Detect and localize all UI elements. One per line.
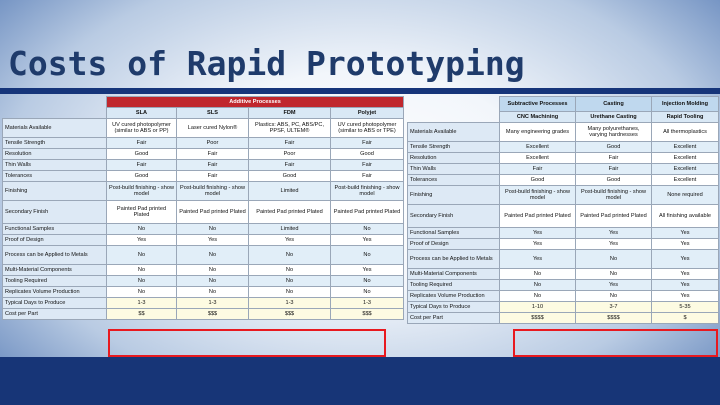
row-label: Typical Days to Produce bbox=[408, 302, 500, 313]
table-cell: Painted Pad printed Plated bbox=[500, 205, 576, 228]
table-cell: $$$ bbox=[249, 309, 331, 320]
table-cell: Painted Pad printed Plated bbox=[249, 201, 331, 224]
table-cell: Limited bbox=[249, 182, 331, 201]
table-cell: Excellent bbox=[500, 142, 576, 153]
table-row bbox=[408, 164, 719, 175]
row-label: Materials Available bbox=[3, 119, 107, 138]
corner-cell bbox=[408, 97, 500, 112]
table-cell: Good bbox=[576, 142, 652, 153]
table-row bbox=[408, 239, 719, 250]
right-table-body bbox=[408, 123, 719, 324]
table-cell: Painted Pad printed Plated bbox=[331, 201, 404, 224]
table-row bbox=[408, 205, 719, 228]
corner-cell bbox=[408, 112, 500, 123]
table-row bbox=[408, 228, 719, 239]
table-cell: No bbox=[500, 291, 576, 302]
row-label: Finishing bbox=[3, 182, 107, 201]
table-cell: Fair bbox=[331, 138, 404, 149]
row-label: Materials Available bbox=[408, 123, 500, 142]
table-cell: Excellent bbox=[652, 175, 719, 186]
row-label: Cost per Part bbox=[3, 309, 107, 320]
table-cell: No bbox=[576, 291, 652, 302]
table-cell: Many engineering grades bbox=[500, 123, 576, 142]
table-cell: No bbox=[177, 287, 249, 298]
row-label: Proof of Design bbox=[408, 239, 500, 250]
table-cell: No bbox=[177, 265, 249, 276]
additive-header: Additive Processes bbox=[107, 97, 404, 108]
table-cell: Yes bbox=[652, 250, 719, 269]
column-header: Urethane Casting bbox=[576, 112, 652, 123]
table-cell: Fair bbox=[249, 138, 331, 149]
table-row bbox=[408, 302, 719, 313]
table-cell: UV cured photopolymer (similar to ABS or TPE) bbox=[331, 119, 404, 138]
row-label: Typical Days to Produce bbox=[3, 298, 107, 309]
row-label: Tensile Strength bbox=[3, 138, 107, 149]
table-cell: Post-build finishing - show model bbox=[331, 182, 404, 201]
table-cell: $$$$ bbox=[500, 313, 576, 324]
table-row bbox=[3, 224, 404, 235]
table-row bbox=[408, 269, 719, 280]
table-cell: $$$ bbox=[177, 309, 249, 320]
table-cell: Fair bbox=[576, 164, 652, 175]
table-cell: Good bbox=[107, 149, 177, 160]
table-cell: Poor bbox=[177, 138, 249, 149]
table-cell: $$$$ bbox=[576, 313, 652, 324]
row-label: Tooling Required bbox=[3, 276, 107, 287]
table-cell: Yes bbox=[576, 228, 652, 239]
table-row bbox=[408, 153, 719, 164]
table-cell: Painted Pad printed Plated bbox=[576, 205, 652, 228]
table-cell: Painted Pad printed Plated bbox=[177, 201, 249, 224]
table-cell: No bbox=[500, 269, 576, 280]
table-cell: No bbox=[331, 224, 404, 235]
row-label: Multi-Material Components bbox=[408, 269, 500, 280]
table-cell: No bbox=[576, 269, 652, 280]
table-cell: $ bbox=[652, 313, 719, 324]
table-row bbox=[3, 287, 404, 298]
table-row bbox=[408, 313, 719, 324]
row-label: Multi-Material Components bbox=[3, 265, 107, 276]
table-cell: Yes bbox=[652, 239, 719, 250]
table-cell: Excellent bbox=[652, 153, 719, 164]
table-cell: Excellent bbox=[652, 164, 719, 175]
table-row bbox=[3, 298, 404, 309]
table-cell: No bbox=[107, 276, 177, 287]
top-band bbox=[0, 88, 720, 94]
row-label: Process can be Applied to Metals bbox=[408, 250, 500, 269]
table-cell: UV cured photopolymer (similar to ABS or PP) bbox=[107, 119, 177, 138]
table-cell: Yes bbox=[331, 235, 404, 246]
table-cell: 1-3 bbox=[331, 298, 404, 309]
table-cell: Yes bbox=[500, 250, 576, 269]
table-cell: No bbox=[107, 287, 177, 298]
table-row bbox=[3, 160, 404, 171]
corner-cell bbox=[3, 108, 107, 119]
table-cell: 5-35 bbox=[652, 302, 719, 313]
table-cell: Yes bbox=[652, 228, 719, 239]
table-cell: No bbox=[331, 287, 404, 298]
table-cell: No bbox=[249, 276, 331, 287]
column-header: CNC Machining bbox=[500, 112, 576, 123]
row-label: Resolution bbox=[3, 149, 107, 160]
table-cell: $$$ bbox=[331, 309, 404, 320]
column-header: Polyjet bbox=[331, 108, 404, 119]
row-label: Thin Walls bbox=[3, 160, 107, 171]
table-cell: Yes bbox=[177, 235, 249, 246]
row-label: Tensile Strength bbox=[408, 142, 500, 153]
table-cell: Good bbox=[576, 175, 652, 186]
table-cell: 1-3 bbox=[249, 298, 331, 309]
column-group-header: Subtractive Processes bbox=[500, 97, 576, 112]
table-cell: Post-build finishing - show model bbox=[177, 182, 249, 201]
table-cell: No bbox=[576, 250, 652, 269]
row-label: Functional Samples bbox=[3, 224, 107, 235]
table-cell: Post-build finishing - show model bbox=[107, 182, 177, 201]
table-cell: No bbox=[177, 246, 249, 265]
additive-table-body bbox=[3, 119, 404, 320]
row-label: Cost per Part bbox=[408, 313, 500, 324]
table-cell: Yes bbox=[107, 235, 177, 246]
table-cell: Fair bbox=[500, 164, 576, 175]
table-cell: Good bbox=[500, 175, 576, 186]
table-cell: No bbox=[331, 246, 404, 265]
table-cell: Yes bbox=[331, 265, 404, 276]
table-cell: No bbox=[249, 246, 331, 265]
table-row bbox=[3, 265, 404, 276]
table-row bbox=[408, 280, 719, 291]
table-cell: No bbox=[107, 265, 177, 276]
table-row bbox=[3, 138, 404, 149]
table-row bbox=[3, 171, 404, 182]
table-row bbox=[408, 123, 719, 142]
table-cell: Fair bbox=[331, 160, 404, 171]
table-cell: No bbox=[107, 246, 177, 265]
table-row bbox=[408, 175, 719, 186]
table-row bbox=[408, 291, 719, 302]
table-cell: Laser cured Nylon® bbox=[177, 119, 249, 138]
table-cell: Fair bbox=[177, 171, 249, 182]
table-cell: Good bbox=[249, 171, 331, 182]
table-cell: Yes bbox=[652, 269, 719, 280]
table-cell: All thermoplastics bbox=[652, 123, 719, 142]
row-label: Functional Samples bbox=[408, 228, 500, 239]
table-cell: Fair bbox=[177, 149, 249, 160]
corner-cell bbox=[3, 97, 107, 108]
table-cell: No bbox=[177, 224, 249, 235]
column-header: Rapid Tooling bbox=[652, 112, 719, 123]
table-cell: Fair bbox=[576, 153, 652, 164]
table-row bbox=[3, 276, 404, 287]
row-label: Replicates Volume Production bbox=[3, 287, 107, 298]
table-row bbox=[3, 182, 404, 201]
table-cell: $$ bbox=[107, 309, 177, 320]
table-cell: No bbox=[249, 287, 331, 298]
row-label: Secondary Finish bbox=[3, 201, 107, 224]
table-cell: Many polyurethanes, varying hardnesses bbox=[576, 123, 652, 142]
table-cell: Yes bbox=[652, 291, 719, 302]
table-cell: Poor bbox=[249, 149, 331, 160]
slide-title: Costs of Rapid Prototyping bbox=[8, 44, 525, 83]
row-label: Secondary Finish bbox=[408, 205, 500, 228]
subtractive-casting-molding-table bbox=[407, 96, 719, 324]
row-label: Tolerances bbox=[408, 175, 500, 186]
table-row bbox=[3, 246, 404, 265]
table-cell: Excellent bbox=[652, 142, 719, 153]
table-cell: Fair bbox=[331, 171, 404, 182]
table-cell: 1-3 bbox=[107, 298, 177, 309]
column-group-header: Casting bbox=[576, 97, 652, 112]
row-label: Process can be Applied to Metals bbox=[3, 246, 107, 265]
table-row bbox=[3, 309, 404, 320]
column-header: SLA bbox=[107, 108, 177, 119]
table-row bbox=[408, 142, 719, 153]
table-cell: Painted Pad printed Plated bbox=[107, 201, 177, 224]
table-cell: Good bbox=[331, 149, 404, 160]
table-cell: Yes bbox=[576, 280, 652, 291]
row-label: Tolerances bbox=[3, 171, 107, 182]
table-cell: Fair bbox=[107, 160, 177, 171]
column-header: SLS bbox=[177, 108, 249, 119]
table-row bbox=[3, 235, 404, 246]
table-cell: Limited bbox=[249, 224, 331, 235]
table-cell: Yes bbox=[652, 280, 719, 291]
row-label: Replicates Volume Production bbox=[408, 291, 500, 302]
table-cell: No bbox=[249, 265, 331, 276]
left-cost-highlight-box bbox=[108, 329, 386, 357]
table-cell: Yes bbox=[500, 228, 576, 239]
row-label: Proof of Design bbox=[3, 235, 107, 246]
table-cell: Good bbox=[107, 171, 177, 182]
table-cell: Plastics: ABS, PC, ABS/PC, PPSF, ULTEM® bbox=[249, 119, 331, 138]
table-cell: No bbox=[107, 224, 177, 235]
table-cell: None required bbox=[652, 186, 719, 205]
table-cell: 3-7 bbox=[576, 302, 652, 313]
table-row bbox=[3, 201, 404, 224]
table-cell: Yes bbox=[500, 239, 576, 250]
table-cell: Yes bbox=[576, 239, 652, 250]
row-label: Finishing bbox=[408, 186, 500, 205]
table-cell: 1-3 bbox=[177, 298, 249, 309]
table-cell: No bbox=[500, 280, 576, 291]
table-row bbox=[408, 250, 719, 269]
table-cell: Fair bbox=[249, 160, 331, 171]
table-cell: Excellent bbox=[500, 153, 576, 164]
right-cost-highlight-box bbox=[513, 329, 718, 357]
row-label: Thin Walls bbox=[408, 164, 500, 175]
additive-processes-table bbox=[2, 96, 404, 320]
row-label: Resolution bbox=[408, 153, 500, 164]
table-cell: No bbox=[177, 276, 249, 287]
bottom-band bbox=[0, 357, 720, 405]
table-cell: Fair bbox=[177, 160, 249, 171]
table-cell: Post-build finishing - show model bbox=[500, 186, 576, 205]
table-cell: All finishing available bbox=[652, 205, 719, 228]
table-cell: Post-build finishing - show model bbox=[576, 186, 652, 205]
row-label: Tooling Required bbox=[408, 280, 500, 291]
table-row bbox=[3, 119, 404, 138]
table-cell: 1-10 bbox=[500, 302, 576, 313]
table-row bbox=[408, 186, 719, 205]
table-row bbox=[3, 149, 404, 160]
table-cell: No bbox=[331, 276, 404, 287]
table-cell: Yes bbox=[249, 235, 331, 246]
table-cell: Fair bbox=[107, 138, 177, 149]
column-group-header: Injection Molding bbox=[652, 97, 719, 112]
column-header: FDM bbox=[249, 108, 331, 119]
